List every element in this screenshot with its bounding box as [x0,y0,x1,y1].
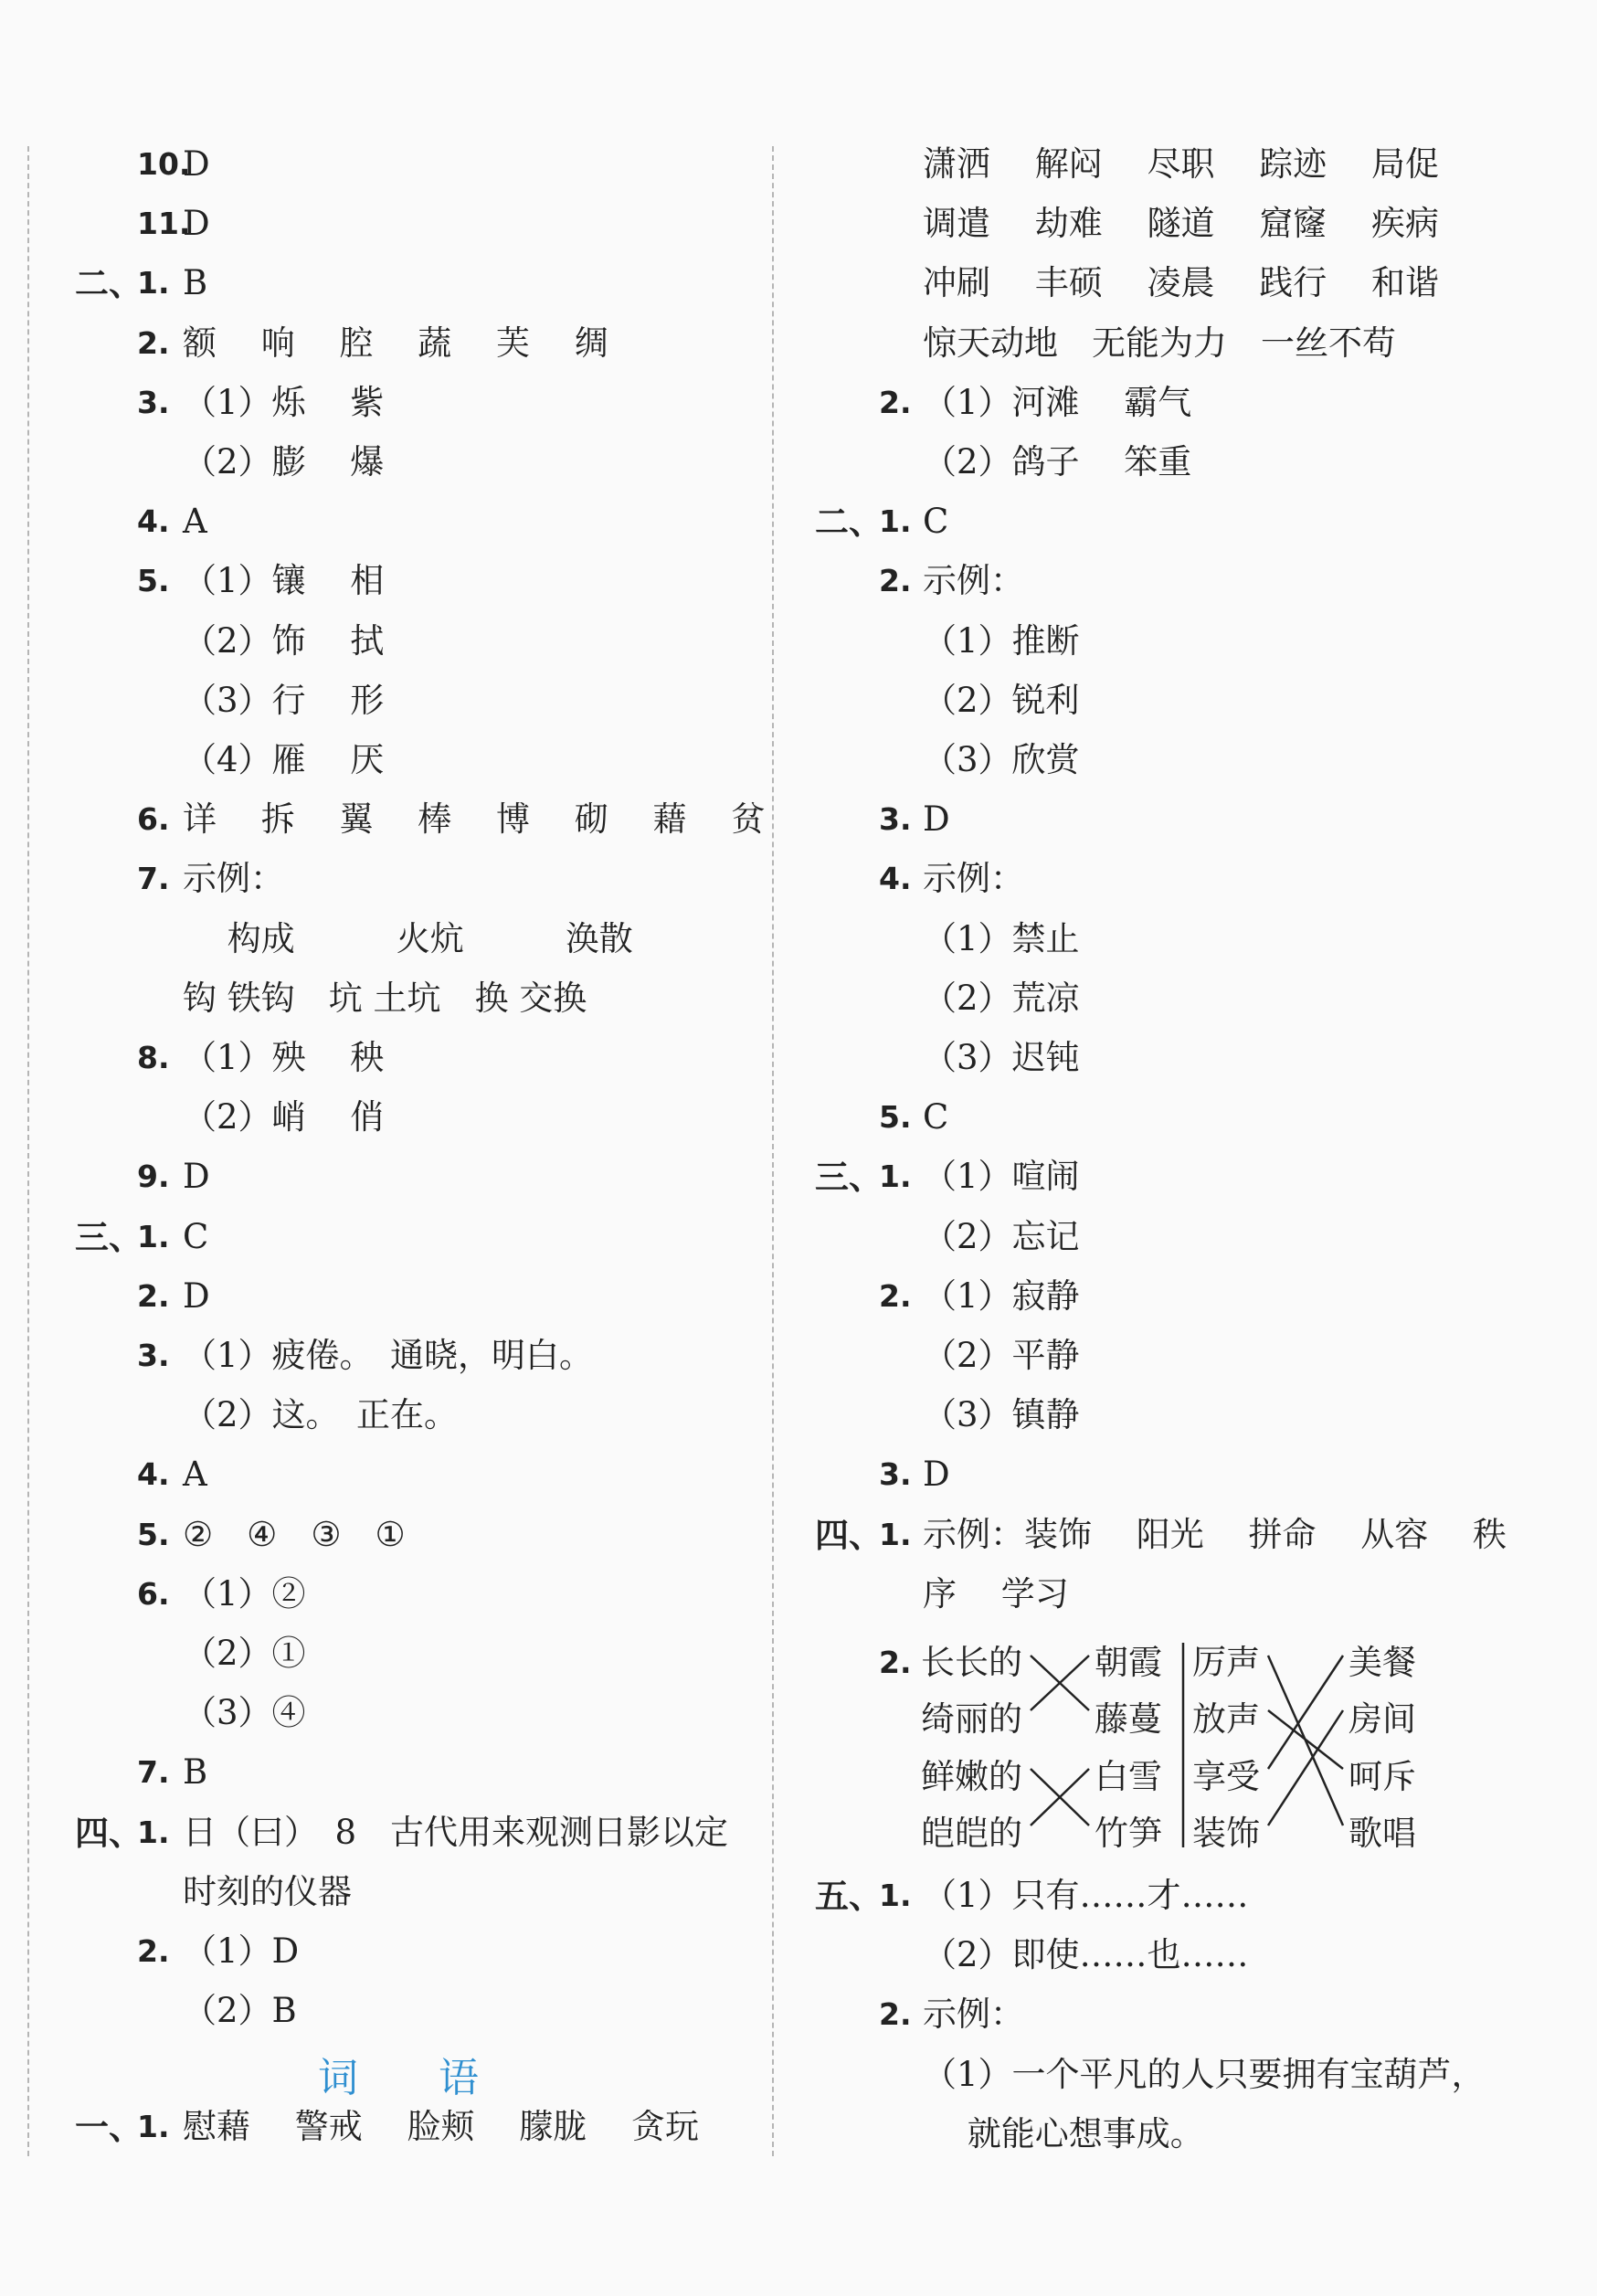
answer-text: 冲刷 丰硕 凌晨 践行 和谐 [923,263,1440,303]
answer-text: D [923,799,950,840]
answer-text: 示例： [923,859,1024,899]
item-number: 1. [137,2109,170,2144]
answer-text: ② ④ ③ ① [183,1514,406,1554]
match-line [1268,1710,1343,1825]
answer-text: 构成 火炕 涣散 [183,918,633,958]
answer-text: （1）一个平凡的人只要拥有宝葫芦， [923,2054,1486,2094]
answer-text: 序 学习 [923,1573,1069,1614]
answer-text: （2）峭 俏 [183,1097,385,1137]
match-right-b-item: 歌唱 [1348,1814,1416,1853]
answer-text: D [923,1455,950,1495]
answer-text: （1）推断 [923,620,1080,661]
match-left-item: 皑皑的 [921,1814,1022,1853]
answer-text: （3）镇静 [923,1395,1080,1435]
answer-text: 示例： [183,859,284,899]
item-number: 5. [137,563,170,599]
answer-text: 日（曰） 8 古代用来观测日影以定 [183,1812,729,1852]
match-line [1031,1656,1089,1710]
answer-text: （3）欣赏 [923,740,1080,779]
match-line [1031,1656,1089,1710]
item-number: 1. [879,1878,912,1913]
answer-text: 就能心想事成。 [923,2113,1204,2153]
answer-text: （1）禁止 [923,918,1080,958]
answer-text: （1）喧闹 [923,1157,1080,1197]
section-title: 词 语 [318,2055,479,2101]
answer-text: （1）② [183,1573,306,1614]
answer-text: D [183,204,210,244]
answer-text: B [183,1752,208,1793]
answer-text: （2）① [183,1634,306,1673]
match-right-b-item: 呵斥 [1348,1757,1416,1796]
match-line [1268,1656,1343,1825]
answer-text: 示例： [923,1994,1024,2035]
item-number: 2. [879,563,912,599]
section-marker: 三、 [75,1216,143,1257]
answer-text: （3）迟钝 [923,1038,1080,1077]
answer-text: 潇洒 解闷 尽职 踪迹 局促 [923,144,1440,184]
item-number: 1. [137,1218,170,1254]
answer-text: A [183,502,207,542]
item-number: 2. [137,324,170,361]
answer-text: A [183,1455,207,1495]
item-number: 2. [879,1996,912,2033]
match-right-a-item: 放声 [1192,1699,1260,1739]
section-marker: 四、 [815,1514,883,1555]
item-number: 1. [879,1516,912,1552]
item-number: 4. [137,1456,170,1493]
left-margin-dashed-line [27,146,29,2156]
answer-text: （2）荒凉 [923,978,1080,1018]
answer-text: 额 响 腔 蔬 芙 绸 [183,323,608,363]
item-number: 6. [137,801,170,838]
match-left-item: 长长的 [921,1643,1022,1682]
item-number: 7. [137,861,170,897]
answer-text: （3）④ [183,1693,306,1733]
answer-text: （2）即使……也…… [923,1935,1249,1975]
answer-text: （2）膨 爆 [183,442,385,481]
section-marker: 二、 [815,502,883,543]
column-divider-dashed-line [772,146,774,2156]
answer-text: （1）镶 相 [183,561,385,601]
answer-text: 钩 铁钩 坑 土坑 换 交换 [183,978,587,1018]
item-number: 1. [879,503,912,540]
item-number: 2. [137,1933,170,1969]
match-right-a-item: 厉声 [1192,1643,1260,1682]
item-number: 5. [137,1516,170,1552]
match-line [1031,1769,1089,1825]
answer-text: （2）这。 正在。 [183,1395,459,1435]
section-marker: 四、 [75,1812,143,1853]
section-marker: 五、 [815,1876,883,1916]
item-number: 3. [879,1456,912,1493]
answer-text: 示例： [923,561,1024,601]
item-number: 4. [879,861,912,897]
item-number: 7. [137,1754,170,1791]
item-number: 1. [879,1159,912,1195]
match-line [1268,1710,1343,1769]
answer-text: D [183,144,210,184]
answer-text: （2）忘记 [923,1216,1080,1256]
item-number: 2. [137,1277,170,1314]
answer-text: 详 拆 翼 棒 博 砌 藉 贫 [183,799,766,840]
item-number: 6. [137,1575,170,1612]
match-right-b-item: 房间 [1348,1699,1416,1739]
answer-text: D [183,1275,210,1316]
answer-text: 示例：装饰 阳光 拼命 从容 秩 [923,1514,1507,1554]
answer-text: （2）鸽子 笨重 [923,442,1192,481]
answer-text: （2）饰 拭 [183,620,385,661]
match-mid-item: 竹笋 [1095,1814,1162,1853]
answer-text: （1）疲倦。 通晓，明白。 [183,1336,594,1375]
answer-text: （1）寂静 [923,1275,1080,1316]
match-mid-item: 白雪 [1095,1757,1162,1796]
item-number: 3. [137,384,170,420]
answer-text: B [183,263,208,303]
match-left-item: 绮丽的 [921,1699,1022,1739]
section-marker: 三、 [815,1157,883,1198]
match-right-a-item: 享受 [1192,1757,1260,1796]
item-number: 11. [137,206,191,242]
item-number: 4. [137,503,170,540]
answer-text: C [923,502,949,542]
answer-text: C [183,1216,209,1256]
match-mid-item: 朝霞 [1095,1643,1162,1682]
answer-text: （1）烁 紫 [183,382,385,422]
answer-text: （2）B [183,1991,297,2031]
match-left-item: 鲜嫩的 [921,1757,1022,1796]
answer-text: （2）锐利 [923,680,1080,720]
answer-text: （1）殃 秧 [183,1038,385,1077]
item-number: 8. [137,1040,170,1075]
item-number: 2. [879,1277,912,1314]
section-marker: 一、 [75,2107,143,2147]
item-number: 3. [137,1338,170,1373]
match-right-b-item: 美餐 [1348,1643,1416,1682]
answer-text: （3）行 形 [183,680,385,720]
answer-text: C [923,1097,949,1137]
answer-text: （2）平静 [923,1336,1080,1375]
answer-text: （1）D [183,1931,300,1971]
section-marker: 二、 [75,263,143,304]
match-line [1031,1769,1089,1825]
answer-text: 惊天动地 无能为力 一丝不苟 [923,323,1396,363]
answer-text: 慰藉 警戒 脸颊 朦胧 贪玩 [183,2107,700,2146]
item-number: 1. [137,265,170,302]
match-right-a-item: 装饰 [1192,1814,1260,1853]
item-number: 2. [879,1645,912,1680]
item-number: 10. [137,146,191,182]
answer-text: D [183,1157,210,1197]
item-number: 1. [137,1814,170,1850]
answer-text: （1）只有……才…… [923,1876,1249,1915]
match-line [1268,1656,1343,1769]
answer-text: 调遣 劫难 隧道 窟窿 疾病 [923,204,1440,244]
answer-text: （1）河滩 霸气 [923,382,1192,422]
item-number: 9. [137,1159,170,1195]
item-number: 3. [879,801,912,838]
item-number: 2. [879,384,912,420]
match-mid-item: 藤蔓 [1095,1699,1162,1739]
item-number: 5. [879,1099,912,1136]
answer-text: 时刻的仪器 [183,1871,352,1911]
answer-text: （4）雁 厌 [183,740,385,779]
